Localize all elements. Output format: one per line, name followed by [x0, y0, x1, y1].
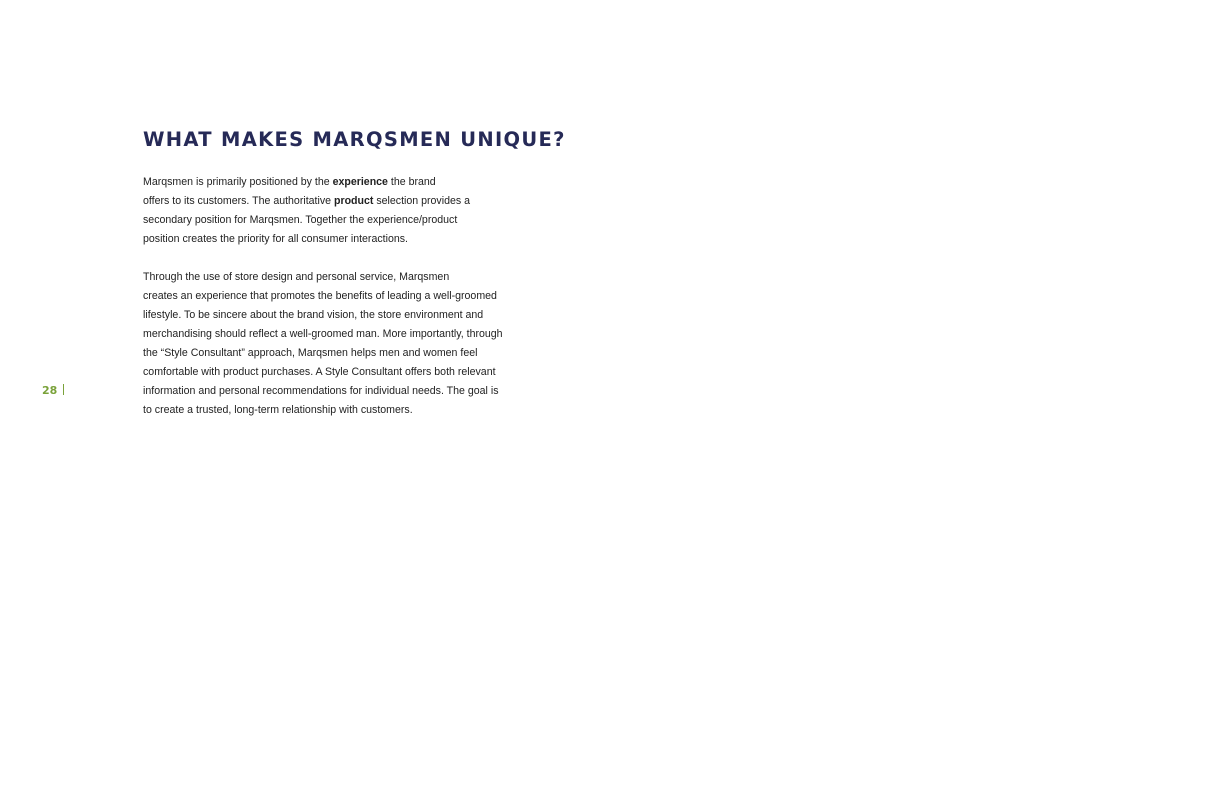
paragraph-line: secondary position for Marqsmen. Together the experience/product	[143, 214, 458, 226]
page-number-value: 28	[42, 384, 58, 397]
paragraph-line: Marqsmen is primarily positioned by the experience the brand	[143, 176, 436, 188]
paragraph-line: creates an experience that promotes the benefits of leading a well-groomed	[143, 290, 497, 302]
page-number-divider	[63, 384, 64, 395]
paragraph-line: information and personal recommendations for individual needs. The goal is	[143, 385, 499, 397]
paragraph-line: lifestyle. To be sincere about the brand vision, the store environment and	[143, 309, 484, 321]
emphasis-product: product	[333, 195, 374, 207]
paragraph-positioning	[143, 173, 523, 249]
paragraph-line: Through the use of store design and personal service, Marqsmen	[143, 271, 450, 283]
paragraph-experience	[143, 268, 523, 420]
paragraph-line: offers to its customers. The authoritative product selection provides a	[143, 195, 470, 207]
paragraph-line: to create a trusted, long-term relationship with customers.	[143, 404, 413, 416]
paragraph-line: merchandising should reflect a well-groomed man. More importantly, through	[143, 328, 503, 340]
page-title: WHAT MAKES MARQSMEN UNIQUE?	[143, 128, 566, 151]
page-number	[42, 383, 64, 399]
paragraph-line: position creates the priority for all consumer interactions.	[143, 233, 408, 245]
paragraph-line: comfortable with product purchases. A Style Consultant offers both relevant	[143, 366, 496, 378]
paragraph-line: the “Style Consultant” approach, Marqsmen helps men and women feel	[143, 347, 478, 359]
emphasis-experience: experience	[332, 176, 388, 188]
